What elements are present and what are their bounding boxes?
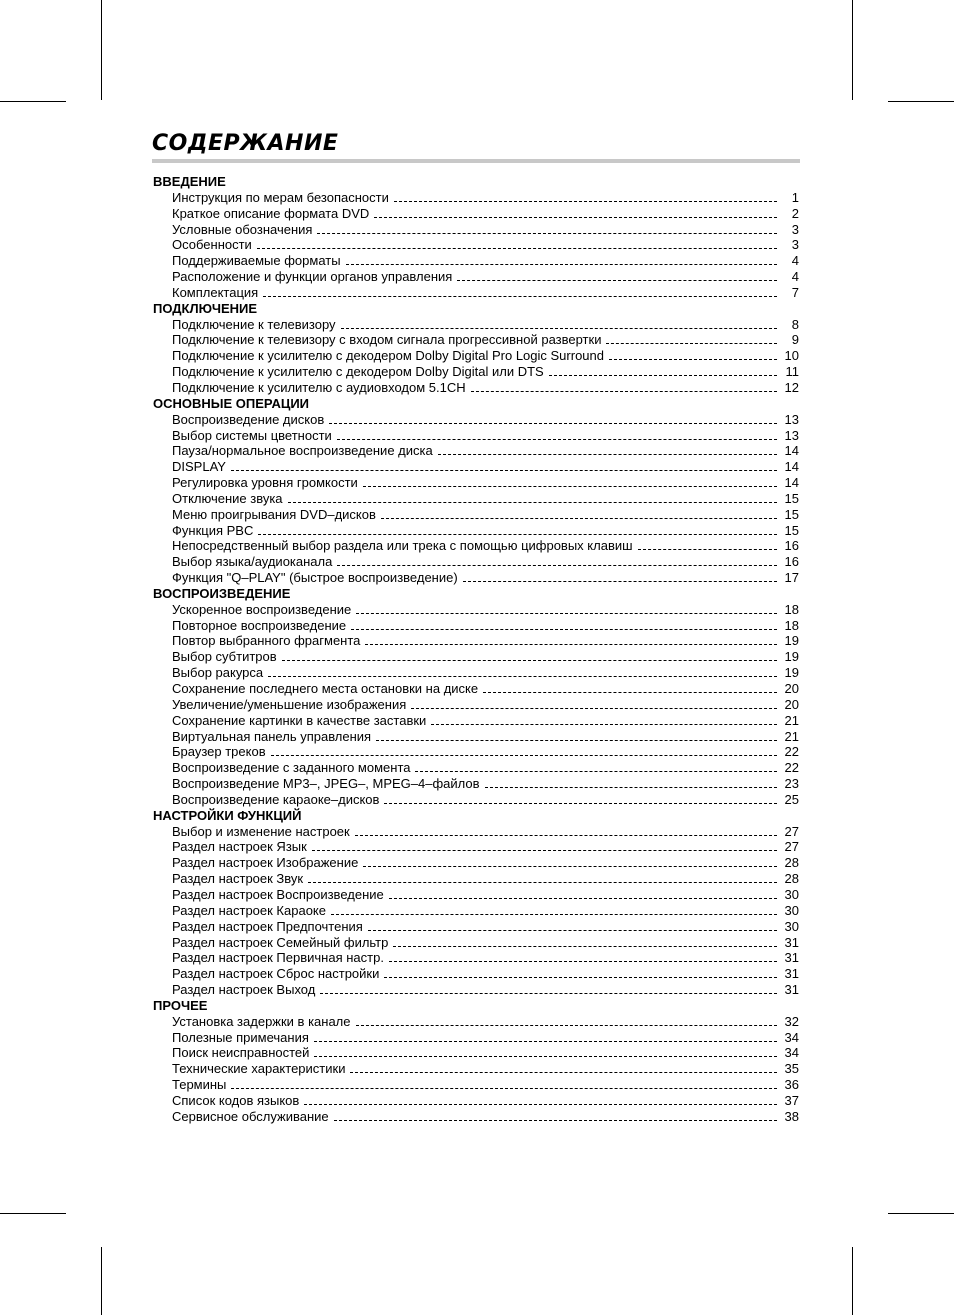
toc-entry[interactable] <box>153 744 799 760</box>
toc-page-number: 13 <box>784 427 799 443</box>
crop-mark <box>888 1213 954 1214</box>
toc-entry-title: Повтор выбранного фрагмента <box>172 633 361 649</box>
toc-dot-leader <box>381 518 777 519</box>
toc-entry[interactable] <box>153 285 799 301</box>
toc-dot-leader <box>393 946 777 947</box>
toc-page-number: 7 <box>791 284 799 300</box>
toc-entry[interactable] <box>153 618 799 634</box>
toc-section-heading: ВВЕДЕНИЕ <box>153 174 226 189</box>
toc-entry-title: DISPLAY <box>172 459 226 475</box>
toc-entry[interactable] <box>153 1061 799 1077</box>
toc-entry-title: Особенности <box>172 237 252 253</box>
toc-entry-title: Повторное воспроизведение <box>172 617 347 633</box>
toc-entry-title: Выбор языка/аудиоканала <box>172 554 333 570</box>
crop-mark <box>101 0 102 100</box>
toc-dot-leader <box>363 486 777 487</box>
toc-page-number: 34 <box>784 1029 799 1045</box>
toc-entry[interactable] <box>153 428 799 444</box>
toc-page-number: 3 <box>791 221 799 237</box>
crop-mark <box>852 0 853 100</box>
toc-page-number: 15 <box>784 522 799 538</box>
toc-page-number: 3 <box>791 237 799 253</box>
toc-entry-title: Сервисное обслуживание <box>172 1108 329 1124</box>
toc-entry[interactable] <box>153 364 799 380</box>
toc-entry-title: Непосредственный выбор раздела или трека с помощью цифровых клавиш <box>172 538 633 554</box>
toc-dot-leader <box>331 914 777 915</box>
page-title: СОДЕРЖАНИЕ <box>152 131 339 156</box>
toc-page-number: 20 <box>784 681 799 696</box>
toc-dot-leader <box>463 581 777 582</box>
toc-section-heading: ВОСПРОИЗВЕДЕНИЕ <box>153 585 291 601</box>
toc-page-number: 36 <box>784 1077 799 1093</box>
toc-dot-leader <box>351 629 777 630</box>
toc-entry-title: Виртуальная панель управления <box>172 728 372 744</box>
toc-entry-title: Выбор системы цветности <box>172 427 332 443</box>
toc-entry-title: Сохранение картинки в качестве заставки <box>172 712 427 728</box>
toc-dot-leader <box>337 439 777 440</box>
toc-entry[interactable] <box>153 491 799 507</box>
toc-entry-title: Поддерживаемые форматы <box>172 253 341 269</box>
toc-page-number: 30 <box>784 902 799 918</box>
toc-page-number: 10 <box>784 348 799 364</box>
toc-entry-title: Сохранение последнего места остановки на диске <box>172 681 479 696</box>
toc-entry[interactable] <box>153 237 799 253</box>
toc-entry[interactable] <box>153 206 799 222</box>
toc-dot-leader <box>257 248 777 249</box>
toc-entry-title: Термины <box>172 1077 227 1093</box>
toc-entry[interactable] <box>153 1109 799 1125</box>
toc-page-number: 31 <box>784 982 799 998</box>
toc-dot-leader <box>431 724 777 725</box>
toc-page-number: 32 <box>784 1013 799 1029</box>
toc-entry[interactable] <box>153 475 799 491</box>
toc-page-number: 2 <box>791 205 799 221</box>
toc-entry[interactable] <box>153 602 799 618</box>
toc-entry[interactable] <box>153 459 799 475</box>
toc-entry[interactable] <box>153 554 799 570</box>
toc-dot-leader <box>350 1072 777 1073</box>
toc-page-number: 25 <box>784 791 799 807</box>
toc-page-number: 31 <box>784 966 799 982</box>
toc-entry-title: Выбор и изменение настроек <box>172 823 350 839</box>
toc-entry[interactable] <box>153 1030 799 1046</box>
toc-dot-leader <box>231 470 777 471</box>
toc-page-number: 27 <box>784 823 799 839</box>
toc-page-number: 20 <box>784 696 799 712</box>
toc-dot-leader <box>231 1088 777 1089</box>
toc-entry-title: Установка задержки в канале <box>172 1013 351 1029</box>
toc-dot-leader <box>334 1120 777 1121</box>
toc-entry-title: Выбор ракурса <box>172 665 264 681</box>
toc-page-number: 14 <box>784 459 799 475</box>
toc-entry[interactable] <box>153 317 799 333</box>
toc-dot-leader <box>314 1041 777 1042</box>
toc-entry-title: Подключение к усилителю с декодером Dolby Digital или DTS <box>172 364 544 380</box>
toc-entry-title: Поиск неисправностей <box>172 1045 310 1061</box>
toc-entry[interactable] <box>153 523 799 539</box>
toc-section-heading: ОСНОВНЫЕ ОПЕРАЦИИ <box>153 395 310 411</box>
crop-mark <box>0 1213 66 1214</box>
toc-entry[interactable] <box>153 982 799 998</box>
toc-entry[interactable] <box>153 253 799 269</box>
toc-dot-leader <box>282 660 777 661</box>
toc-dot-leader <box>638 549 777 550</box>
toc-entry[interactable] <box>153 871 799 887</box>
toc-entry[interactable] <box>153 966 799 982</box>
toc-dot-leader <box>363 866 777 867</box>
toc-dot-leader <box>411 708 777 709</box>
toc-page-number: 4 <box>791 269 799 285</box>
toc-page-number: 9 <box>791 332 799 348</box>
toc-dot-leader <box>308 882 777 883</box>
toc-page-number: 4 <box>791 253 799 269</box>
toc-dot-leader <box>485 787 777 788</box>
toc-entry[interactable] <box>153 1014 799 1030</box>
toc-entry-title: Раздел настроек Предпочтения <box>172 918 363 934</box>
toc-page-number: 28 <box>784 855 799 871</box>
toc-entry[interactable] <box>153 1093 799 1109</box>
toc-dot-leader <box>356 613 777 614</box>
toc-entry-title: Раздел настроек Звук <box>172 871 304 887</box>
toc-entry[interactable] <box>153 665 799 681</box>
toc-page-number: 30 <box>784 886 799 902</box>
toc-entry[interactable] <box>153 633 799 649</box>
toc-page-number: 31 <box>784 934 799 950</box>
toc-dot-leader <box>606 343 777 344</box>
toc-section-heading: ПОДКЛЮЧЕНИЕ <box>153 300 258 316</box>
toc-dot-leader <box>376 740 777 741</box>
toc-dot-leader <box>355 835 777 836</box>
toc-dot-leader <box>317 233 777 234</box>
toc-entry[interactable] <box>153 824 799 840</box>
toc-entry-title: Инструкция по мерам безопасности <box>172 189 389 205</box>
toc-page-number: 15 <box>784 506 799 522</box>
toc-entry-title: Функция "Q–PLAY" (быстрое воспроизведение) <box>172 570 458 586</box>
toc-page-number: 28 <box>784 871 799 887</box>
toc-entry[interactable] <box>153 697 799 713</box>
toc-entry[interactable] <box>153 269 799 285</box>
toc-entry-title: Меню проигрывания DVD–дисков <box>172 506 376 522</box>
toc-dot-leader <box>346 264 777 265</box>
toc-entry-title: Раздел настроек Выход <box>172 982 316 998</box>
toc-entry[interactable] <box>153 713 799 729</box>
toc-entry-title: Раздел настроек Изображение <box>172 855 359 871</box>
toc-entry[interactable] <box>153 507 799 523</box>
toc-entry-title: Раздел настроек Язык <box>172 839 307 855</box>
toc-entry-title: Увеличение/уменьшение изображения <box>172 696 407 712</box>
toc-entry[interactable] <box>153 190 799 206</box>
toc-dot-leader <box>356 1025 778 1026</box>
toc-page-number: 12 <box>784 379 799 395</box>
toc-page-number: 23 <box>784 776 799 792</box>
toc-entry-title: Полезные примечания <box>172 1029 309 1045</box>
crop-mark <box>0 101 66 102</box>
toc-page-number: 16 <box>784 554 799 570</box>
toc-dot-leader <box>457 280 777 281</box>
table-of-contents <box>153 174 799 1125</box>
toc-entry[interactable] <box>153 1045 799 1061</box>
toc-dot-leader <box>415 771 777 772</box>
toc-entry-title: Регулировка уровня громкости <box>172 475 358 491</box>
toc-page-number: 17 <box>784 570 799 586</box>
toc-entry-title: Воспроизведение с заданного момента <box>172 760 411 776</box>
toc-entry[interactable] <box>153 792 799 808</box>
toc-dot-leader <box>263 296 777 297</box>
crop-mark <box>888 101 954 102</box>
toc-entry-title: Воспроизведение дисков <box>172 411 325 427</box>
toc-page-number: 18 <box>784 617 799 633</box>
toc-entry-title: Список кодов языков <box>172 1092 300 1108</box>
toc-entry-title: Отключение звука <box>172 490 283 506</box>
toc-entry-title: Условные обозначения <box>172 221 313 237</box>
toc-entry[interactable] <box>153 443 799 459</box>
toc-entry-title: Воспроизведение MP3–, JPEG–, MPEG–4–файлов <box>172 776 480 792</box>
toc-dot-leader <box>314 1056 777 1057</box>
toc-dot-leader <box>268 676 777 677</box>
toc-page-number: 31 <box>784 950 799 966</box>
crop-mark <box>101 1247 102 1315</box>
toc-entry-title: Пауза/нормальное воспроизведение диска <box>172 443 433 459</box>
toc-dot-leader <box>365 644 777 645</box>
toc-entry[interactable] <box>153 412 799 428</box>
toc-entry[interactable] <box>153 1077 799 1093</box>
toc-entry[interactable] <box>153 760 799 776</box>
toc-entry-title: Раздел настроек Первичная настр. <box>172 950 384 966</box>
toc-dot-leader <box>384 803 777 804</box>
toc-page-number: 14 <box>784 475 799 491</box>
toc-entry-title: Расположение и функции органов управления <box>172 269 453 285</box>
toc-entry[interactable] <box>153 903 799 919</box>
toc-entry[interactable] <box>153 380 799 396</box>
toc-page-number: 15 <box>784 490 799 506</box>
toc-dot-leader <box>471 391 777 392</box>
toc-page-number: 19 <box>784 633 799 649</box>
toc-entry[interactable] <box>153 887 799 903</box>
toc-page-number: 14 <box>784 443 799 459</box>
toc-page-number: 22 <box>784 760 799 776</box>
toc-entry[interactable] <box>153 649 799 665</box>
toc-entry-title: Браузер треков <box>172 744 266 760</box>
toc-page-number: 22 <box>784 744 799 760</box>
toc-entry-title: Раздел настроек Воспроизведение <box>172 886 384 902</box>
toc-page-number: 37 <box>784 1092 799 1108</box>
toc-entry[interactable] <box>153 681 799 697</box>
toc-entry[interactable] <box>153 855 799 871</box>
toc-page-number: 35 <box>784 1061 799 1077</box>
toc-dot-leader <box>384 977 777 978</box>
toc-entry[interactable] <box>153 950 799 966</box>
toc-page-number: 19 <box>784 665 799 681</box>
toc-dot-leader <box>320 993 777 994</box>
toc-page-number: 21 <box>784 728 799 744</box>
toc-dot-leader <box>389 961 777 962</box>
toc-entry-title: Подключение к телевизору с входом сигнала прогрессивной развертки <box>172 332 602 348</box>
toc-dot-leader <box>394 201 777 202</box>
title-underline <box>152 159 800 163</box>
toc-entry[interactable] <box>153 776 799 792</box>
toc-page-number: 21 <box>784 712 799 728</box>
toc-entry-title: Выбор субтитров <box>172 649 277 665</box>
toc-page-number: 30 <box>784 918 799 934</box>
toc-dot-leader <box>374 217 777 218</box>
toc-entry-title: Краткое описание формата DVD <box>172 205 370 221</box>
toc-entry-title: Раздел настроек Семейный фильтр <box>172 934 389 950</box>
toc-page-number: 19 <box>784 649 799 665</box>
toc-dot-leader <box>549 375 777 376</box>
toc-page-number: 8 <box>791 316 799 332</box>
toc-dot-leader <box>304 1104 777 1105</box>
toc-page-number: 13 <box>784 411 799 427</box>
toc-entry-title: Раздел настроек Караоке <box>172 902 326 918</box>
toc-entry-title: Ускоренное воспроизведение <box>172 601 352 617</box>
toc-dot-leader <box>312 850 777 851</box>
toc-entry-title: Подключение к телевизору <box>172 316 336 332</box>
toc-page-number: 16 <box>784 538 799 554</box>
toc-dot-leader <box>609 359 777 360</box>
toc-dot-leader <box>337 565 777 566</box>
toc-entry-title: Подключение к усилителю с декодером Dolby Digital Pro Logic Surround <box>172 348 604 364</box>
toc-entry[interactable] <box>153 348 799 364</box>
toc-dot-leader <box>258 534 777 535</box>
toc-entry-title: Воспроизведение караоке–дисков <box>172 791 380 807</box>
toc-section-heading: ПРОЧЕЕ <box>153 997 208 1013</box>
toc-entry[interactable] <box>153 729 799 745</box>
toc-entry[interactable] <box>153 332 799 348</box>
toc-dot-leader <box>271 755 777 756</box>
toc-page-number: 1 <box>791 189 799 205</box>
toc-dot-leader <box>329 423 777 424</box>
toc-entry-title: Подключение к усилителю с аудиовходом 5.1CH <box>172 379 466 395</box>
toc-dot-leader <box>438 454 777 455</box>
toc-entry[interactable] <box>153 839 799 855</box>
toc-page-number: 38 <box>784 1108 799 1124</box>
toc-dot-leader <box>288 502 777 503</box>
toc-entry[interactable] <box>153 538 799 554</box>
toc-entry-title: Комплектация <box>172 284 259 300</box>
toc-entry[interactable] <box>153 919 799 935</box>
toc-dot-leader <box>389 898 777 899</box>
crop-mark <box>852 1247 853 1315</box>
toc-entry[interactable] <box>153 935 799 951</box>
toc-page-number: 18 <box>784 601 799 617</box>
toc-page-number: 27 <box>784 839 799 855</box>
toc-page-number: 11 <box>785 364 799 380</box>
toc-dot-leader <box>368 930 777 931</box>
toc-entry-title: Технические характеристики <box>172 1061 346 1077</box>
toc-dot-leader <box>483 692 777 693</box>
toc-dot-leader <box>341 328 777 329</box>
toc-entry-title: Раздел настроек Сброс настройки <box>172 966 380 982</box>
toc-entry[interactable] <box>153 570 799 586</box>
toc-entry-title: Функция PBC <box>172 522 254 538</box>
toc-entry[interactable] <box>153 222 799 238</box>
toc-section-heading: НАСТРОЙКИ ФУНКЦИЙ <box>153 807 302 823</box>
toc-page-number: 34 <box>784 1045 799 1061</box>
